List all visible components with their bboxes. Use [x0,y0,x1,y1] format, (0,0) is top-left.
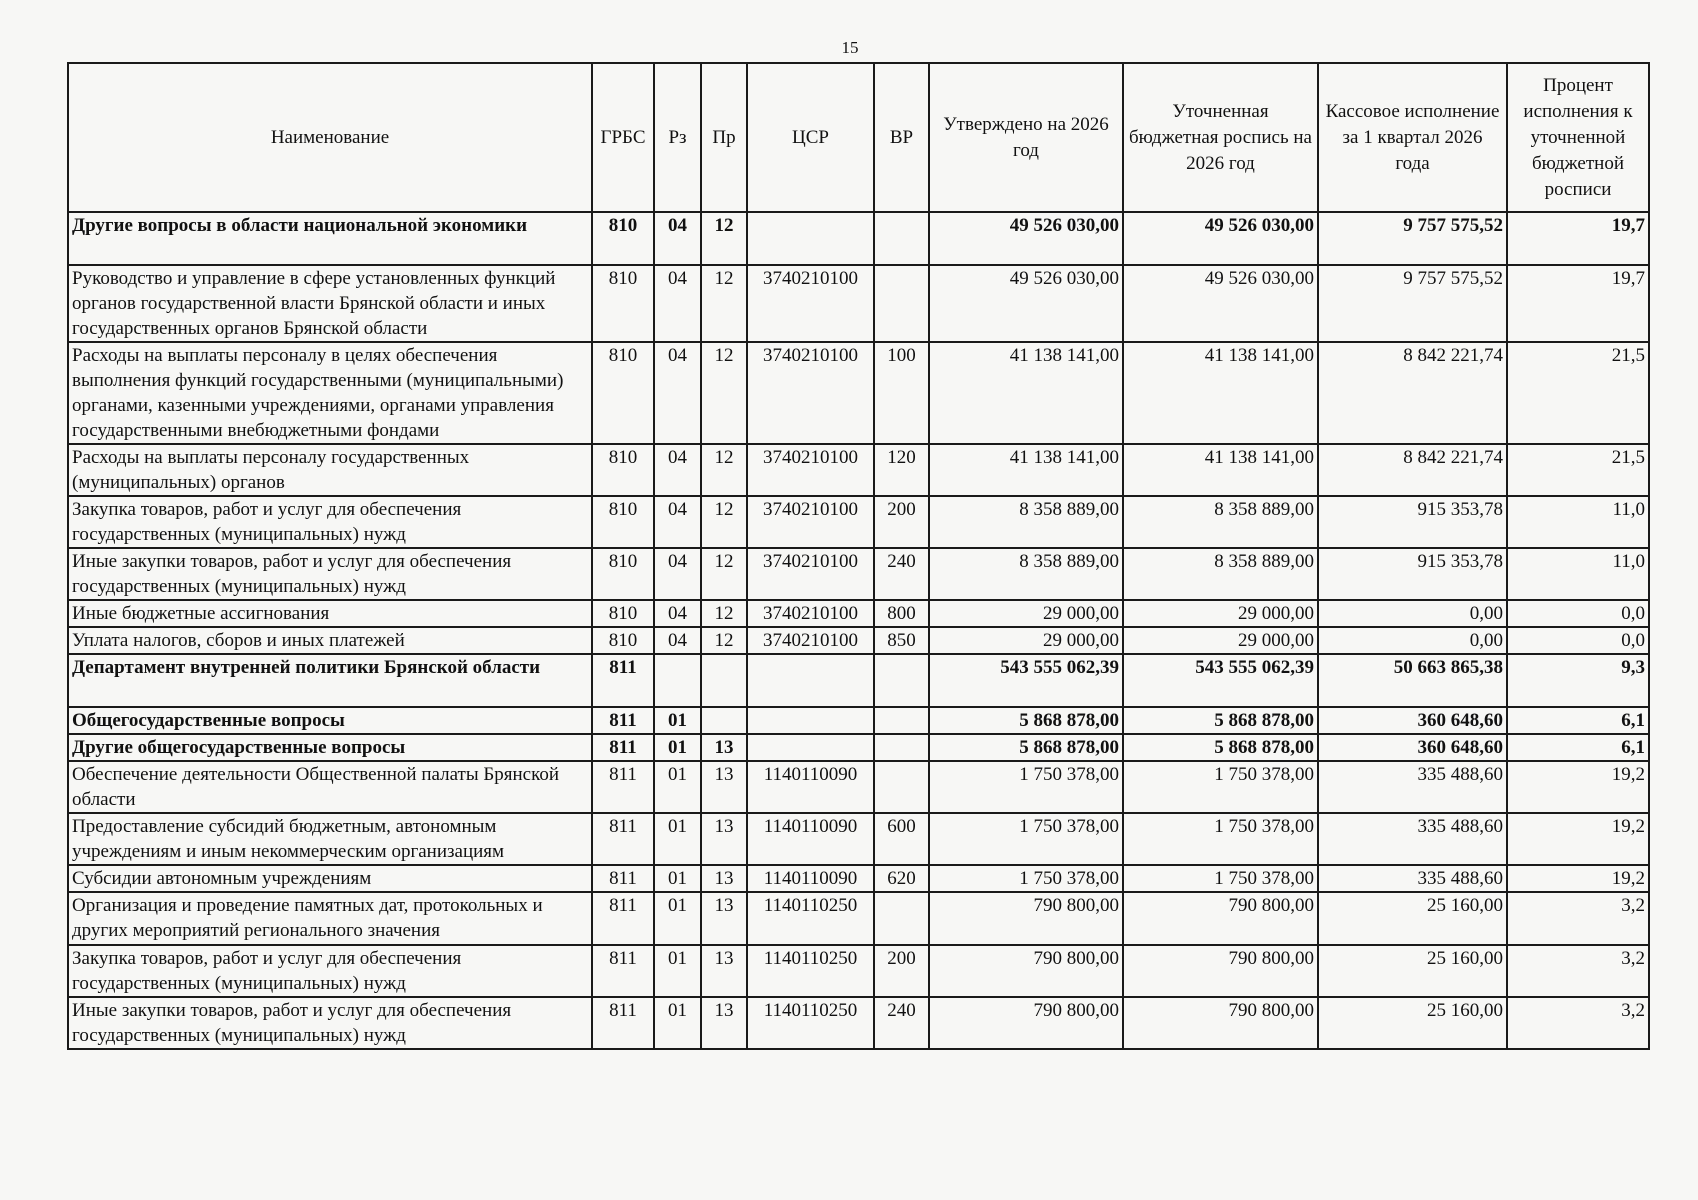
cell-cash: 915 353,78 [1318,496,1507,548]
cell-approved: 29 000,00 [929,627,1123,654]
cell-refined: 1 750 378,00 [1123,761,1318,813]
cell-approved: 543 555 062,39 [929,654,1123,707]
cell-pr: 13 [701,865,747,892]
cell-percent: 19,2 [1507,761,1649,813]
cell-csr: 3740210100 [747,265,874,342]
cell-cash: 0,00 [1318,627,1507,654]
cell-grbs: 811 [592,654,654,707]
cell-csr: 1140110090 [747,813,874,865]
cell-pr: 12 [701,342,747,444]
cell-cash: 915 353,78 [1318,548,1507,600]
cell-approved: 8 358 889,00 [929,548,1123,600]
cell-refined: 49 526 030,00 [1123,265,1318,342]
cell-percent: 6,1 [1507,707,1649,734]
cell-cash: 9 757 575,52 [1318,212,1507,265]
page-number: 15 [841,38,859,57]
cell-grbs: 811 [592,707,654,734]
cell-refined: 5 868 878,00 [1123,707,1318,734]
cell-csr: 3740210100 [747,342,874,444]
cell-pr: 12 [701,496,747,548]
cell-pr [701,707,747,734]
cell-name: Организация и проведение памятных дат, протокольных и других мероприятий регионального значения [68,892,592,945]
cell-percent: 3,2 [1507,997,1649,1049]
cell-pr: 12 [701,444,747,496]
table-row [68,892,1649,945]
cell-vr [874,212,929,265]
cell-csr: 3740210100 [747,600,874,627]
cell-vr: 200 [874,496,929,548]
cell-name: Общегосударственные вопросы [68,707,592,734]
cell-rz: 04 [654,444,701,496]
cell-name: Иные закупки товаров, работ и услуг для обеспечения государственных (муниципальных) нужд [68,548,592,600]
cell-name: Другие общегосударственные вопросы [68,734,592,761]
cell-vr: 240 [874,548,929,600]
cell-vr [874,265,929,342]
table-row [68,444,1649,496]
cell-grbs: 811 [592,945,654,997]
header-percent: Процент исполнения к уточненной бюджетной росписи [1507,63,1649,212]
cell-csr: 1140110090 [747,865,874,892]
cell-grbs: 810 [592,496,654,548]
cell-refined: 1 750 378,00 [1123,865,1318,892]
cell-name: Закупка товаров, работ и услуг для обеспечения государственных (муниципальных) нужд [68,945,592,997]
cell-name: Уплата налогов, сборов и иных платежей [68,627,592,654]
cell-percent: 3,2 [1507,892,1649,945]
cell-refined: 8 358 889,00 [1123,496,1318,548]
cell-refined: 790 800,00 [1123,892,1318,945]
cell-name: Иные закупки товаров, работ и услуг для обеспечения государственных (муниципальных) нужд [68,997,592,1049]
header-cash: Кассовое исполнение за 1 квартал 2026 года [1318,63,1507,212]
cell-approved: 1 750 378,00 [929,813,1123,865]
table-row [68,654,1649,707]
table-row [68,945,1649,997]
cell-rz: 04 [654,265,701,342]
cell-cash: 335 488,60 [1318,761,1507,813]
cell-csr: 3740210100 [747,496,874,548]
cell-cash: 360 648,60 [1318,707,1507,734]
cell-grbs: 811 [592,997,654,1049]
cell-name: Иные бюджетные ассигнования [68,600,592,627]
header-pr: Пр [701,63,747,212]
cell-percent: 11,0 [1507,548,1649,600]
cell-csr: 1140110090 [747,761,874,813]
cell-refined: 41 138 141,00 [1123,342,1318,444]
cell-approved: 790 800,00 [929,892,1123,945]
cell-approved: 5 868 878,00 [929,707,1123,734]
cell-percent: 19,7 [1507,212,1649,265]
cell-percent: 11,0 [1507,496,1649,548]
cell-approved: 41 138 141,00 [929,342,1123,444]
cell-name: Департамент внутренней политики Брянской области [68,654,592,707]
header-name: Наименование [68,63,592,212]
cell-percent: 3,2 [1507,945,1649,997]
cell-grbs: 811 [592,865,654,892]
cell-pr: 13 [701,997,747,1049]
cell-rz: 01 [654,945,701,997]
header-vr: ВР [874,63,929,212]
cell-approved: 49 526 030,00 [929,212,1123,265]
cell-vr: 120 [874,444,929,496]
table-row [68,212,1649,265]
cell-approved: 790 800,00 [929,945,1123,997]
cell-rz: 01 [654,734,701,761]
cell-vr [874,734,929,761]
cell-vr: 850 [874,627,929,654]
cell-percent: 9,3 [1507,654,1649,707]
cell-cash: 8 842 221,74 [1318,342,1507,444]
cell-cash: 25 160,00 [1318,997,1507,1049]
cell-grbs: 810 [592,444,654,496]
cell-grbs: 811 [592,734,654,761]
cell-refined: 29 000,00 [1123,627,1318,654]
cell-percent: 0,0 [1507,627,1649,654]
cell-cash: 0,00 [1318,600,1507,627]
cell-pr: 13 [701,761,747,813]
cell-grbs: 810 [592,342,654,444]
cell-cash: 50 663 865,38 [1318,654,1507,707]
table-row [68,600,1649,627]
cell-refined: 1 750 378,00 [1123,813,1318,865]
cell-approved: 29 000,00 [929,600,1123,627]
cell-pr: 13 [701,813,747,865]
cell-percent: 19,7 [1507,265,1649,342]
cell-refined: 8 358 889,00 [1123,548,1318,600]
table-row [68,265,1649,342]
cell-vr [874,654,929,707]
cell-cash: 360 648,60 [1318,734,1507,761]
cell-cash: 9 757 575,52 [1318,265,1507,342]
cell-pr: 13 [701,734,747,761]
cell-csr: 1140110250 [747,997,874,1049]
cell-name: Другие вопросы в области национальной экономики [68,212,592,265]
table-row [68,761,1649,813]
cell-csr: 1140110250 [747,892,874,945]
cell-csr [747,212,874,265]
header-rz: Рз [654,63,701,212]
header-row [68,63,1649,212]
cell-pr: 12 [701,548,747,600]
cell-rz: 01 [654,892,701,945]
cell-csr: 1140110250 [747,945,874,997]
cell-rz: 01 [654,865,701,892]
table-row [68,342,1649,444]
cell-rz: 01 [654,997,701,1049]
cell-approved: 41 138 141,00 [929,444,1123,496]
cell-refined: 49 526 030,00 [1123,212,1318,265]
cell-grbs: 810 [592,600,654,627]
cell-name: Предоставление субсидий бюджетным, автономным учреждениям и иным некоммерческим организациям [68,813,592,865]
cell-name: Расходы на выплаты персоналу государственных (муниципальных) органов [68,444,592,496]
cell-refined: 543 555 062,39 [1123,654,1318,707]
cell-approved: 8 358 889,00 [929,496,1123,548]
cell-refined: 790 800,00 [1123,945,1318,997]
cell-percent: 19,2 [1507,865,1649,892]
cell-vr: 800 [874,600,929,627]
table-row [68,707,1649,734]
cell-vr: 600 [874,813,929,865]
cell-csr: 3740210100 [747,444,874,496]
cell-rz [654,654,701,707]
header-grbs: ГРБС [592,63,654,212]
cell-approved: 5 868 878,00 [929,734,1123,761]
cell-percent: 21,5 [1507,444,1649,496]
cell-rz: 01 [654,761,701,813]
cell-cash: 25 160,00 [1318,945,1507,997]
cell-refined: 41 138 141,00 [1123,444,1318,496]
cell-csr [747,707,874,734]
cell-pr: 12 [701,265,747,342]
cell-csr: 3740210100 [747,627,874,654]
table-row [68,627,1649,654]
cell-name: Обеспечение деятельности Общественной палаты Брянской области [68,761,592,813]
cell-cash: 8 842 221,74 [1318,444,1507,496]
cell-rz: 04 [654,496,701,548]
cell-rz: 04 [654,548,701,600]
cell-grbs: 811 [592,761,654,813]
cell-csr [747,734,874,761]
header-csr: ЦСР [747,63,874,212]
budget-table [67,62,1650,1050]
cell-cash: 335 488,60 [1318,813,1507,865]
header-approved: Утверждено на 2026 год [929,63,1123,212]
cell-pr: 12 [701,600,747,627]
cell-percent: 19,2 [1507,813,1649,865]
cell-grbs: 811 [592,892,654,945]
table-row [68,496,1649,548]
cell-percent: 6,1 [1507,734,1649,761]
cell-pr: 12 [701,212,747,265]
cell-grbs: 810 [592,627,654,654]
cell-grbs: 810 [592,212,654,265]
cell-name: Закупка товаров, работ и услуг для обеспечения государственных (муниципальных) нужд [68,496,592,548]
cell-csr [747,654,874,707]
cell-pr: 13 [701,945,747,997]
cell-percent: 21,5 [1507,342,1649,444]
cell-pr: 13 [701,892,747,945]
cell-vr [874,707,929,734]
header-refined: Уточненная бюджетная роспись на 2026 год [1123,63,1318,212]
cell-name: Руководство и управление в сфере установленных функций органов государственной власти Брянской области и иных государственных органов Брянской области [68,265,592,342]
cell-refined: 5 868 878,00 [1123,734,1318,761]
cell-refined: 790 800,00 [1123,997,1318,1049]
cell-csr: 3740210100 [747,548,874,600]
cell-vr [874,761,929,813]
cell-grbs: 810 [592,265,654,342]
cell-approved: 790 800,00 [929,997,1123,1049]
cell-approved: 1 750 378,00 [929,865,1123,892]
cell-grbs: 811 [592,813,654,865]
cell-name: Субсидии автономным учреждениям [68,865,592,892]
cell-rz: 04 [654,212,701,265]
cell-name: Расходы на выплаты персоналу в целях обеспечения выполнения функций государственными (муниципальными) органами, казенными учреждениями, органами управления государственными внебюджетными фондами [68,342,592,444]
cell-pr [701,654,747,707]
cell-cash: 25 160,00 [1318,892,1507,945]
table-row [68,813,1649,865]
table-row [68,865,1649,892]
cell-percent: 0,0 [1507,600,1649,627]
cell-rz: 04 [654,342,701,444]
cell-grbs: 810 [592,548,654,600]
cell-cash: 335 488,60 [1318,865,1507,892]
cell-approved: 49 526 030,00 [929,265,1123,342]
cell-refined: 29 000,00 [1123,600,1318,627]
table-row [68,548,1649,600]
cell-rz: 01 [654,707,701,734]
cell-rz: 01 [654,813,701,865]
cell-pr: 12 [701,627,747,654]
table-row [68,997,1649,1049]
cell-vr: 240 [874,997,929,1049]
cell-rz: 04 [654,600,701,627]
table-row [68,734,1649,761]
cell-vr [874,892,929,945]
cell-vr: 100 [874,342,929,444]
cell-vr: 620 [874,865,929,892]
cell-approved: 1 750 378,00 [929,761,1123,813]
cell-vr: 200 [874,945,929,997]
cell-rz: 04 [654,627,701,654]
